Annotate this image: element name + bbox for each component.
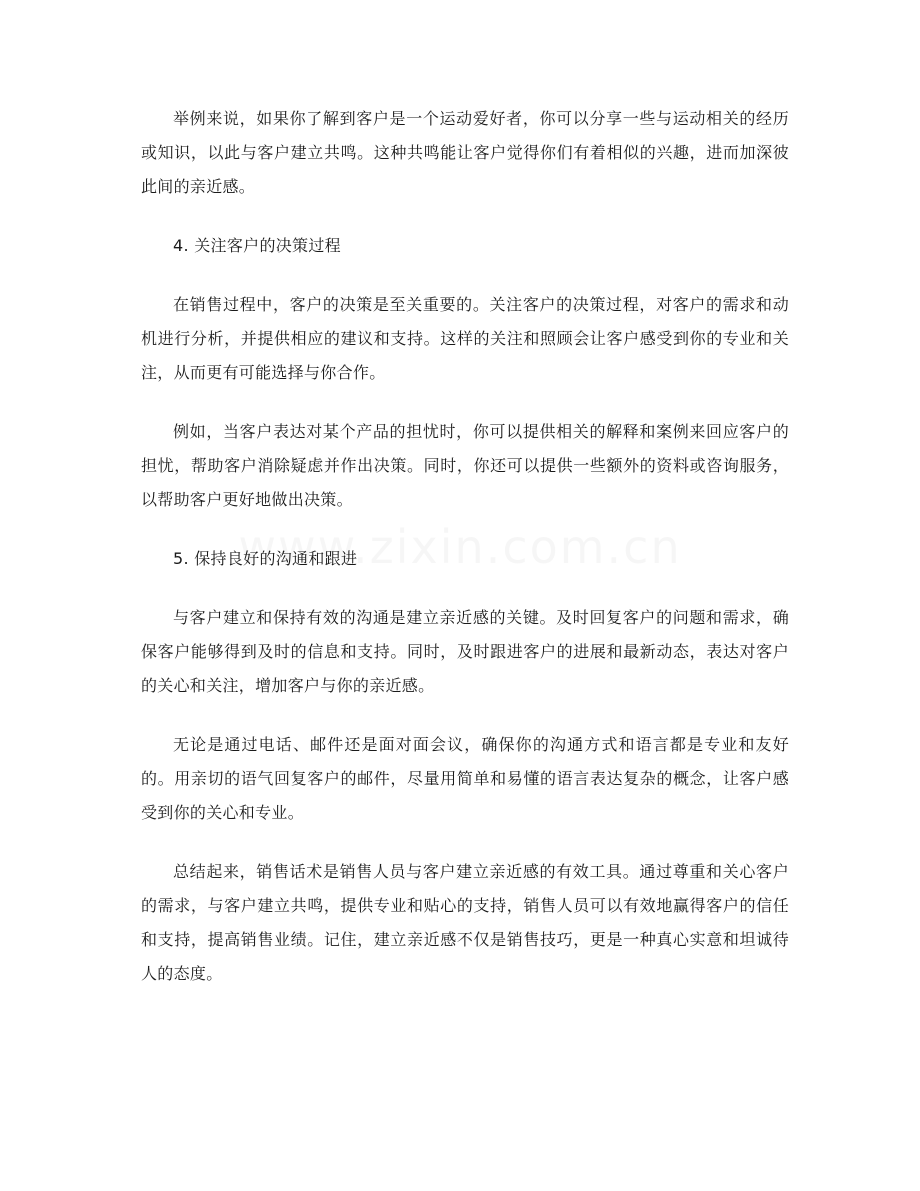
paragraph-example-shared-interest: 举例来说，如果你了解到客户是一个运动爱好者，你可以分享一些与运动相关的经历或知识，以此与客户建立共鸣。这种共鸣能让客户觉得你们有着相似的兴趣，进而加深彼此间的亲近感。 [141,109,789,196]
document-body [141,102,789,1016]
paragraph-decision-example: 例如，当客户表达对某个产品的担忧时，你可以提供相关的解释和案例来回应客户的担忧，帮助客户消除疑虑并作出决策。同时，你还可以提供一些额外的资料或咨询服务，以帮助客户更好地做出决策。 [141,422,789,509]
section-heading-communication: 5. 保持良好的沟通和跟进 [173,549,358,568]
paragraph-summary: 总结起来，销售话术是销售人员与客户建立亲近感的有效工具。通过尊重和关心客户的需求，与客户建立共鸣，提供专业和贴心的支持，销售人员可以有效地赢得客户的信任和支持，提高销售业绩。记住，建立亲近感不仅是销售技巧，更是一种真心实意和坦诚待人的态度。 [141,862,789,983]
paragraph-communication-style: 无论是通过电话、邮件还是面对面会议，确保你的沟通方式和语言都是专业和友好的。用亲切的语气回复客户的邮件，尽量用简单和易懂的语言表达复杂的概念，让客户感受到你的关心和专业。 [141,735,789,822]
paragraph-communication: 与客户建立和保持有效的沟通是建立亲近感的关键。及时回复客户的问题和需求，确保客户能够得到及时的信息和支持。同时，及时跟进客户的进展和最新动态，表达对客户的关心和关注，增加客户与你的亲近感。 [141,608,789,695]
section-heading-decision-process: 4. 关注客户的决策过程 [173,236,341,255]
paragraph-decision-process: 在销售过程中，客户的决策是至关重要的。关注客户的决策过程，对客户的需求和动机进行分析，并提供相应的建议和支持。这样的关注和照顾会让客户感受到你的专业和关注，从而更有可能选择与你合作。 [141,295,789,382]
